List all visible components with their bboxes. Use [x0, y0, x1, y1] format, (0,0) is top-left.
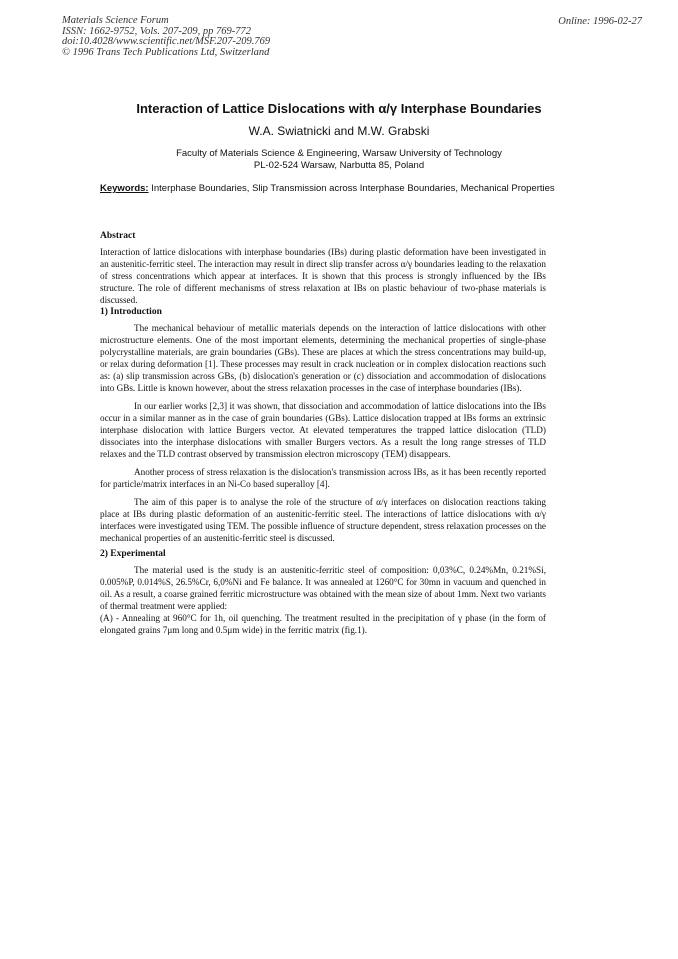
journal-name: Materials Science Forum	[62, 15, 169, 26]
abstract-text: Interaction of lattice dislocations with interphase boundaries (IBs) during plastic deformation have been investigated in an austenitic-ferritic steel. The interaction may result in direct slip transfer across α/γ boundaries leading to the relaxation of stress concentrations which appear at interfaces. It is shown that this process is strongly influenced by the IBs structure. The role of different mechanisms of stress relaxation at IBs on plastic behaviour of two-phase materials is discussed.	[100, 247, 546, 305]
introduction-heading: 1) Introduction	[100, 307, 162, 317]
experimental-paragraph-1: The material used is the study is an austenitic-ferritic steel of composition: 0,03%C, 0.24%Mn, 0.21%Si, 0.005%P, 0.014%S, 26.5%Cr, 6,0%Ni and Fe balance. It was annealed at 1260°C for 30mn in vacuum and quenched in oil. As a result, a coarse grained ferritic microstructure was obtained with the mean size of about 1mm. Next two variants of thermal treatment were applied:	[100, 565, 546, 611]
online-date: Online: 1996-02-27	[558, 16, 642, 27]
issn-line: ISSN: 1662-9752, Vols. 207-209, pp 769-772	[62, 25, 251, 37]
copyright-line: © 1996 Trans Tech Publications Ltd, Switzerland	[62, 46, 270, 58]
authors: W.A. Swiatnicki and M.W. Grabski	[248, 124, 430, 138]
affiliation	[0, 148, 678, 171]
paper-title: Interaction of Lattice Dislocations with α/γ Interphase Boundaries	[136, 101, 542, 116]
paper-body	[100, 230, 546, 636]
affiliation-line2: PL-02-524 Warsaw, Narbutta 85, Poland	[253, 159, 425, 171]
experimental-paragraph-2: (A) - Annealing at 960°C for 1h, oil quenching. The treatment resulted in the precipitation of γ phase (in the form of elongated grains 7μm long and 0.5μm wide) in the ferritic matrix (fig.1).	[100, 613, 546, 635]
intro-paragraph-4: The aim of this paper is to analyse the role of the structure of α/γ interfaces on dislocation reactions taking place at IBs during plastic deformation of an austenitic-ferritic steel. The interactions of lattice dislocations with α/γ interfaces were investigated using TEM. The possible influence of structure dependent, stress relaxation processes on the mechanical properties of an austenitic-ferritic steel is discussed.	[100, 497, 546, 543]
intro-paragraph-3: Another process of stress relaxation is the dislocation's transmission across IBs, as it has been recently reported for particle/matrix interfaces in an Ni-Co based superalloy [4].	[100, 467, 546, 489]
experimental-heading: 2) Experimental	[100, 549, 166, 559]
intro-paragraph-1: The mechanical behaviour of metallic materials depends on the interaction of lattice dislocations with other microstructure elements. One of the most important elements, determining the mechanical properties of single-phase polycrystalline materials, are grain boundaries (GBs). These are places at which the stress concentrations may build-up, or relax during deformation [1]. These processes may result in crack nucleation or in complex dislocation reactions such as: (a) slip transmission across GBs, (b) dislocation's generation or (c) dissociation and accommodation of dislocations into GBs. Little is known however, about the stress relaxation processes in the case of interphase boundaries (IBs).	[100, 323, 546, 393]
keywords-text: Interphase Boundaries, Slip Transmission across Interphase Boundaries, Mechanical Properties	[148, 183, 555, 194]
intro-paragraph-2: In our earlier works [2,3] it was shown, that dissociation and accommodation of lattice dislocations into the IBs occur in a similar manner as in the case of grain boundaries (GBs). Lattice dislocation trapped at IBs forms an extrinsic interphase dislocation with lattice Burgers vector. At elevated temperatures the trapped lattice dislocation (TLD) dissociates into the interphase dislocations with smaller Burgers vectors. As a result the long range stresses of TLD relaxes and the TLD contrast observed by transmission electron microscopy (TEM) disappears.	[100, 401, 546, 459]
keywords-label: Keywords:	[100, 183, 149, 194]
abstract-heading: Abstract	[100, 231, 136, 241]
doi-line: doi:10.4028/www.scientific.net/MSF.207-209.769	[62, 36, 271, 47]
journal-header	[62, 16, 270, 58]
keywords	[100, 183, 570, 195]
affiliation-line1: Faculty of Materials Science & Engineering, Warsaw University of Technology	[176, 148, 502, 159]
